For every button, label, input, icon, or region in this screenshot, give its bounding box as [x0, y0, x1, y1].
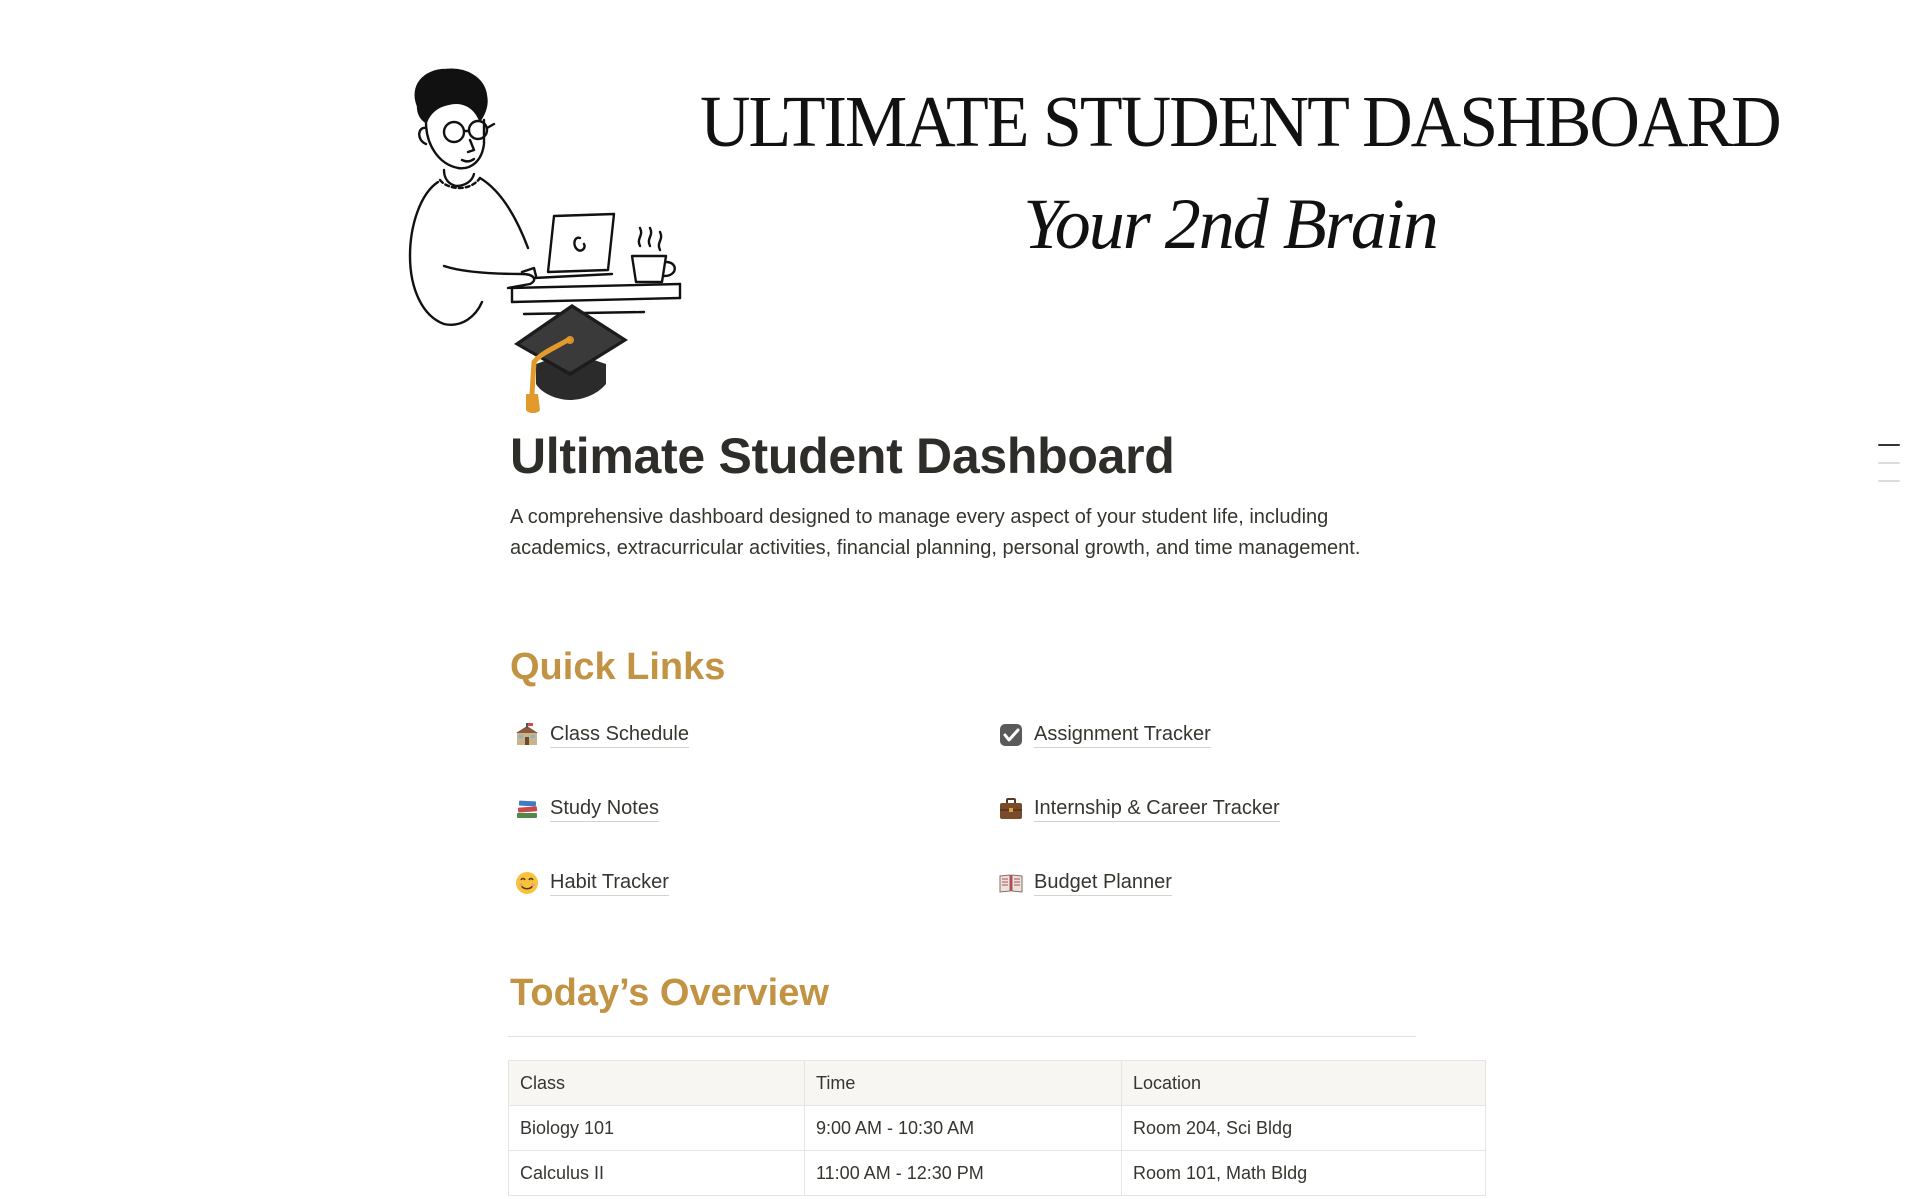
- link-habit-tracker[interactable]: [510, 866, 669, 900]
- schedule-table: [508, 1060, 1486, 1196]
- table-row: [509, 1151, 1486, 1196]
- link-label[interactable]: Habit Tracker: [550, 870, 669, 896]
- link-label[interactable]: Study Notes: [550, 796, 659, 822]
- link-internship-career-tracker[interactable]: [994, 792, 1280, 826]
- ledger-book-icon: [998, 870, 1024, 896]
- page-description: A comprehensive dashboard designed to manage every aspect of your student life, including academics, extracurricular activities, financial planning, personal growth, and time management.: [510, 506, 1361, 559]
- cover-title: ULTIMATE STUDENT DASHBOARD: [700, 82, 1780, 163]
- page-content: [510, 420, 1420, 1183]
- table-cell[interactable]: 9:00 AM - 10:30 AM: [805, 1106, 1122, 1151]
- student-at-laptop-illustration: [404, 66, 684, 336]
- quick-links: [510, 718, 1490, 918]
- toc-marker[interactable]: [1878, 462, 1900, 464]
- column-header-time[interactable]: Time: [805, 1061, 1122, 1106]
- toc-marker[interactable]: [1878, 480, 1900, 482]
- page-title[interactable]: Ultimate Student Dashboard: [510, 428, 1175, 484]
- checkbox-icon: [998, 722, 1024, 748]
- link-assignment-tracker[interactable]: [994, 718, 1211, 752]
- table-row: [509, 1106, 1486, 1151]
- quick-links-heading: Quick Links: [510, 646, 726, 688]
- cover-subtitle: Your 2nd Brain: [1023, 184, 1437, 264]
- table-cell[interactable]: Biology 101: [509, 1106, 805, 1151]
- link-class-schedule[interactable]: [510, 718, 689, 752]
- link-label[interactable]: Assignment Tracker: [1034, 722, 1211, 748]
- table-of-contents-markers[interactable]: [1878, 444, 1900, 498]
- column-header-class[interactable]: Class: [509, 1061, 805, 1106]
- books-icon: [514, 796, 540, 822]
- briefcase-icon: [998, 796, 1024, 822]
- table-cell[interactable]: Room 204, Sci Bldg: [1122, 1106, 1486, 1151]
- toc-marker-active[interactable]: [1878, 444, 1900, 446]
- divider: [508, 1036, 1416, 1037]
- school-building-icon: [514, 722, 540, 748]
- link-budget-planner[interactable]: [994, 866, 1172, 900]
- table-cell[interactable]: Calculus II: [509, 1151, 805, 1196]
- smiley-face-icon: [514, 870, 540, 896]
- link-label[interactable]: Internship & Career Tracker: [1034, 796, 1280, 822]
- link-label[interactable]: Class Schedule: [550, 722, 689, 748]
- table-header-row: [509, 1061, 1486, 1106]
- link-study-notes[interactable]: [510, 792, 659, 826]
- link-label[interactable]: Budget Planner: [1034, 870, 1172, 896]
- todays-overview-heading: Today’s Overview: [510, 972, 829, 1014]
- table-cell[interactable]: 11:00 AM - 12:30 PM: [805, 1151, 1122, 1196]
- table-cell[interactable]: Room 101, Math Bldg: [1122, 1151, 1486, 1196]
- graduation-cap-icon[interactable]: [510, 298, 630, 418]
- column-header-location[interactable]: Location: [1122, 1061, 1486, 1106]
- cover-image[interactable]: [0, 0, 1920, 330]
